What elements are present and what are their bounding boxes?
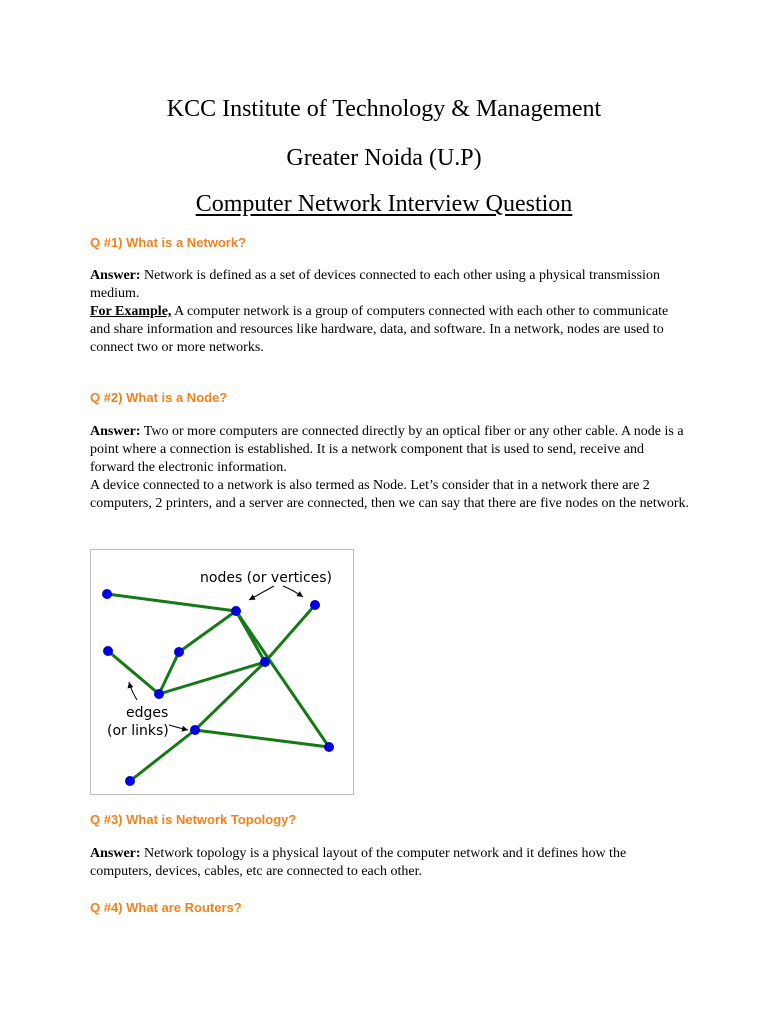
question-3: Q #3) What is Network Topology? — [90, 812, 297, 827]
graph-edge — [179, 611, 236, 652]
question-4: Q #4) What are Routers? — [90, 900, 242, 915]
graph-node — [154, 689, 164, 699]
example-1-text: A computer network is a group of computers connected with each other to communicate and share information and resources like hardware, data, and software. In a network, nodes are used to connect two or more networks. — [90, 304, 669, 355]
graph-node — [103, 646, 113, 656]
graph-node — [125, 776, 135, 786]
nodes-label: nodes (or vertices) — [200, 570, 333, 586]
graph-node — [324, 742, 334, 752]
answer-2-para2: A device connected to a network is also termed as Node. Let’s consider that in a network there are 2 computers, 2 printers, and a server are connected, then we can say that there are five nodes on the network. — [90, 478, 690, 511]
graph-node — [310, 600, 320, 610]
graph-node — [102, 589, 112, 599]
answer-2 — [90, 423, 690, 477]
answer-label: Answer: — [90, 846, 141, 861]
answer-label: Answer: — [90, 268, 141, 283]
graph-node — [174, 647, 184, 657]
answer-3-text: Network topology is a physical layout of the computer network and it defines how the computers, devices, cables, etc are connected to each other. — [90, 846, 627, 879]
graph-node — [260, 657, 270, 667]
edges-label-line2: (or links) — [107, 723, 169, 739]
graph-nodes — [102, 589, 334, 786]
graph-edge — [107, 594, 236, 611]
document-title — [0, 189, 768, 219]
answer-1-text: Network is defined as a set of devices connected to each other using a physical transmission medium. — [90, 268, 660, 301]
graph-node — [231, 606, 241, 616]
edges-arrow-up — [129, 682, 137, 700]
question-2: Q #2) What is a Node? — [90, 390, 228, 405]
question-1: Q #1) What is a Network? — [90, 235, 247, 250]
answer-1 — [90, 267, 690, 303]
location-title: Greater Noida (U.P) — [286, 145, 482, 171]
graph-edges — [107, 594, 329, 781]
example-label: For Example, — [90, 304, 172, 319]
graph-edge — [236, 611, 329, 747]
example-1 — [90, 303, 690, 357]
answer-label: Answer: — [90, 424, 141, 439]
network-graph-figure — [90, 549, 354, 795]
graph-edge — [195, 730, 329, 747]
edges-label-line1: edges — [126, 705, 169, 721]
network-graph-svg — [91, 550, 353, 794]
institute-title: KCC Institute of Technology & Management — [166, 96, 602, 122]
nodes-arrow-right — [283, 586, 303, 597]
answer-2-text: Two or more computers are connected directly by an optical fiber or any other cable. A node is a point where a connection is established. It is a network component that is used to send, receive and forward the electronic information. — [90, 424, 684, 475]
answer-3 — [90, 845, 690, 881]
graph-edge — [236, 611, 265, 662]
document-title-text: Computer Network Interview Question — [195, 191, 573, 217]
nodes-arrow-left — [249, 586, 274, 600]
edges-arrow-right — [169, 725, 188, 730]
graph-edge — [265, 605, 315, 662]
graph-edge — [108, 651, 159, 694]
graph-node — [190, 725, 200, 735]
